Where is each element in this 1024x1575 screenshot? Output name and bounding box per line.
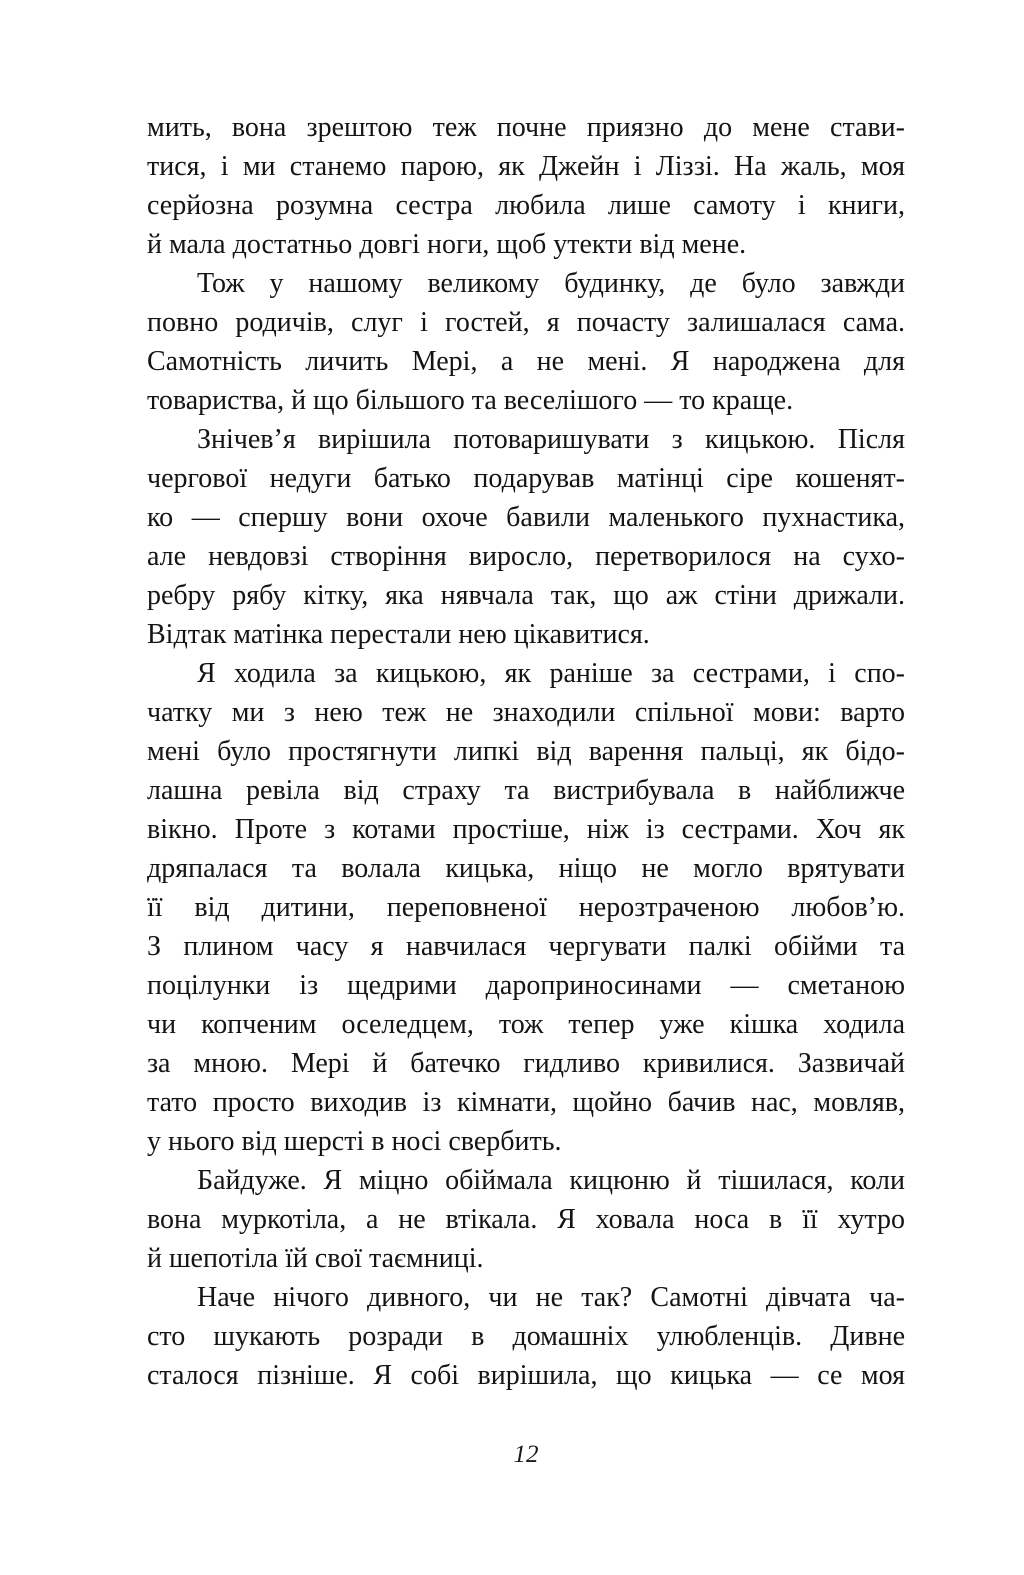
text-line: чатку ми з нею теж не знаходили спільної мови: варто (147, 697, 905, 728)
text-line: Знічев’я вирішила потоваришувати з кицькою. Після (197, 424, 905, 455)
text-line: чергової недуги батько подарував матінці сіре кошенят- (147, 463, 905, 494)
text-line: її від дитини, переповненої нерозтраченою любов’ю. (147, 892, 905, 923)
text-line: у нього від шерсті в носі свербить. (147, 1126, 562, 1157)
text-line: Відтак матінка перестали нею цікавитися. (147, 619, 650, 650)
paragraph (147, 1161, 905, 1278)
text-line: З плином часу я навчилася чергувати палкі обійми та (147, 931, 905, 962)
text-line: й шепотіла їй свої таємниці. (147, 1243, 484, 1274)
body-text (147, 108, 905, 1395)
paragraph (147, 108, 905, 264)
text-line: тато просто виходив із кімнати, щойно бачив нас, мовляв, (147, 1087, 905, 1118)
text-line: тися, і ми станемо парою, як Джейн і Ліззі. На жаль, моя (147, 151, 905, 182)
text-line: вікно. Проте з котами простіше, ніж із сестрами. Хоч як (147, 814, 905, 845)
paragraph (147, 264, 905, 420)
text-line: мить, вона зрештою теж почне приязно до мене стави- (147, 112, 905, 143)
text-line: Я ходила за кицькою, як раніше за сестрами, і спо- (197, 658, 905, 689)
text-line: мені було простягнути липкі від варення пальці, як бідо- (147, 736, 905, 767)
text-line: Наче нічого дивного, чи не так? Самотні дівчата ча- (197, 1282, 905, 1313)
text-line: Тож у нашому великому будинку, де було завжди (197, 268, 905, 299)
paragraph (147, 654, 905, 1161)
text-line: за мною. Мері й батечко гидливо кривилися. Зазвичай (147, 1048, 905, 1079)
text-line: повно родичів, слуг і гостей, я почасту залишалася сама. (147, 307, 905, 338)
page-number: 12 (513, 1441, 539, 1468)
text-line: поцілунки із щедрими дароприносинами — сметаною (147, 970, 905, 1001)
text-line: чи копченим оселедцем, тож тепер уже кішка ходила (147, 1009, 905, 1040)
text-line: ребру рябу кітку, яка нявчала так, що аж стіни дрижали. (147, 580, 905, 611)
text-line: вона муркотіла, а не втікала. Я ховала носа в її хутро (147, 1204, 905, 1235)
text-line: сталося пізніше. Я собі вирішила, що кицька — се моя (147, 1360, 905, 1391)
text-line: ко — спершу вони охоче бавили маленького пухнастика, (147, 502, 905, 533)
paragraph (147, 1278, 905, 1395)
text-line: дряпалася та волала кицька, ніщо не могло врятувати (147, 853, 905, 884)
text-line: товариства, й що більшого та веселішого — то краще. (147, 385, 794, 416)
text-line: лашна ревіла від страху та вистрибувала в найближче (147, 775, 905, 806)
text-line: сто шукають розради в домашніх улюбленців. Дивне (147, 1321, 905, 1352)
text-line: серйозна розумна сестра любила лише самоту і книги, (147, 190, 905, 221)
paragraph (147, 420, 905, 654)
text-line: але невдовзі створіння виросло, перетворилося на сухо- (147, 541, 905, 572)
text-line: Байдуже. Я міцно обіймала кицюню й тішилася, коли (197, 1165, 905, 1196)
text-line: й мала достатньо довгі ноги, щоб утекти від мене. (147, 229, 747, 260)
text-line: Самотність личить Мері, а не мені. Я народжена для (147, 346, 905, 377)
